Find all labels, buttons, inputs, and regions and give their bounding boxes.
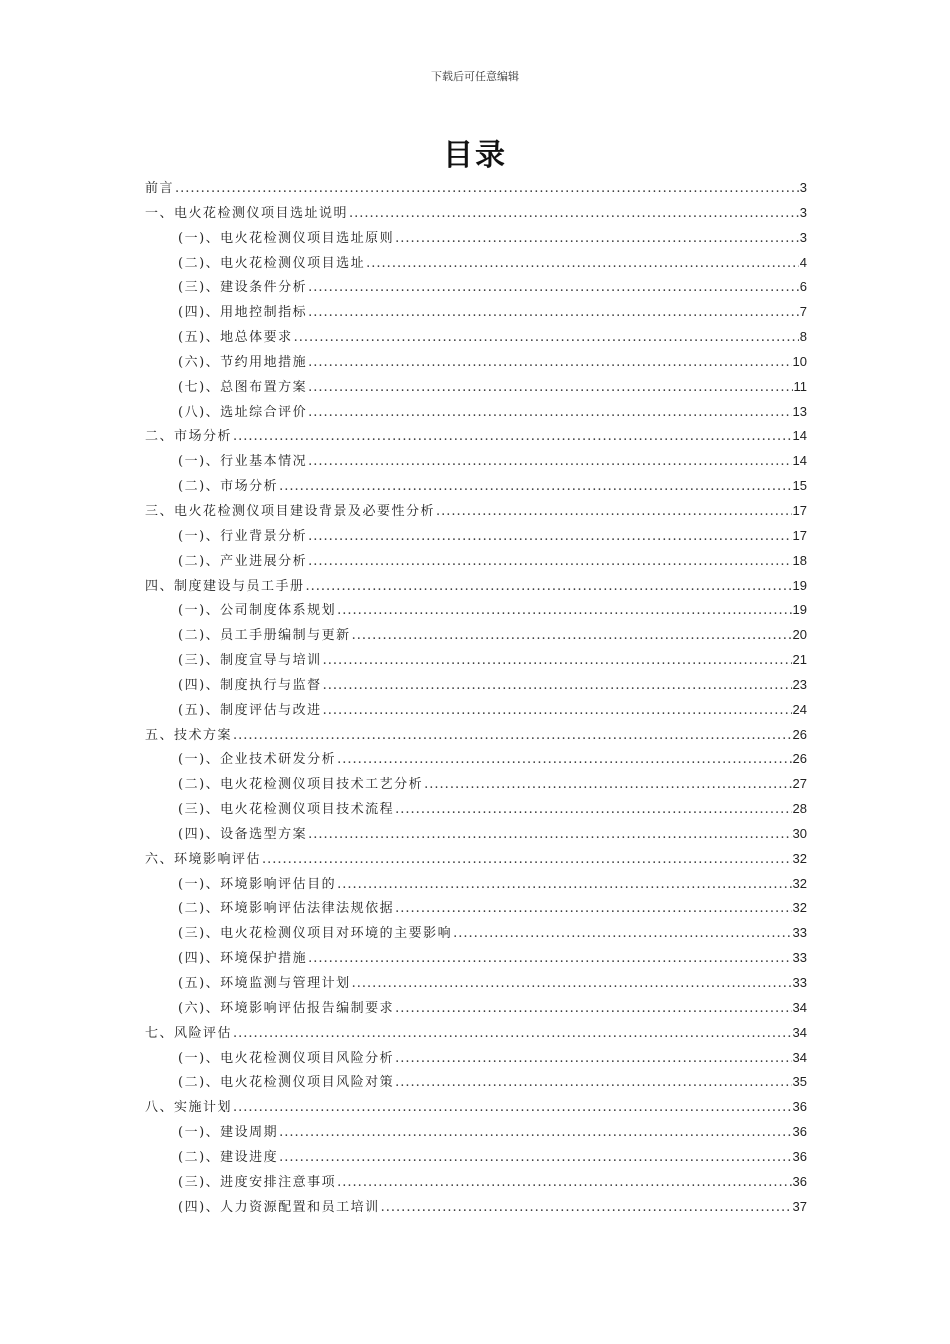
toc-entry-page-number: 34 — [792, 1024, 807, 1040]
toc-entry-page-number: 13 — [792, 403, 807, 419]
toc-dot-leader — [308, 947, 791, 972]
toc-entry[interactable] — [145, 772, 807, 797]
toc-dot-leader — [175, 177, 799, 202]
toc-entry[interactable] — [145, 623, 807, 648]
toc-dot-leader — [424, 773, 791, 798]
toc-entry[interactable] — [145, 598, 807, 623]
header-note: 下载后可任意编辑 — [431, 70, 519, 83]
toc-dot-leader — [395, 997, 791, 1022]
toc-dot-leader — [323, 674, 792, 699]
toc-entry-label: (二)、环境影响评估法律法规依据 — [178, 901, 395, 917]
toc-entry-label: (一)、电火花检测仪项目选址原则 — [178, 230, 395, 246]
toc-entry-label: (五)、制度评估与改进 — [178, 702, 322, 718]
toc-entry[interactable] — [145, 747, 807, 772]
toc-entry[interactable] — [145, 176, 807, 201]
toc-entry-label: (三)、电火花检测仪项目技术流程 — [178, 802, 395, 818]
toc-entry[interactable] — [145, 375, 807, 400]
toc-entry-page-number: 26 — [792, 751, 807, 767]
toc-entry-label: 二、市场分析 — [145, 429, 233, 445]
toc-entry-page-number: 36 — [792, 1124, 807, 1140]
toc-entry[interactable] — [145, 896, 807, 921]
toc-entry-page-number: 36 — [792, 1099, 807, 1115]
toc-dot-leader — [279, 1121, 791, 1146]
toc-dot-leader — [337, 748, 791, 773]
toc-dot-leader — [337, 1171, 791, 1196]
toc-dot-leader — [233, 425, 792, 450]
toc-entry[interactable] — [145, 1070, 807, 1095]
toc-entry-page-number: 33 — [792, 925, 807, 941]
toc-entry[interactable] — [145, 797, 807, 822]
toc-entry[interactable] — [145, 822, 807, 847]
toc-entry-page-number: 35 — [792, 1074, 807, 1090]
toc-entry-page-number: 34 — [792, 999, 807, 1015]
toc-entry-label: (二)、产业进展分析 — [178, 553, 308, 569]
toc-entry-label: (一)、企业技术研发分析 — [178, 752, 337, 768]
toc-entry-page-number: 4 — [799, 254, 807, 270]
toc-entry-page-number: 28 — [792, 801, 807, 817]
toc-entry-page-number: 32 — [792, 850, 807, 866]
toc-entry[interactable] — [145, 921, 807, 946]
toc-entry-label: (六)、节约用地措施 — [178, 354, 308, 370]
toc-dot-leader — [337, 873, 791, 898]
toc-entry-page-number: 21 — [792, 652, 807, 668]
toc-dot-leader — [395, 798, 791, 823]
toc-dot-leader — [349, 202, 799, 227]
toc-entry-page-number: 17 — [792, 502, 807, 518]
toc-entry[interactable] — [145, 946, 807, 971]
toc-entry-page-number: 10 — [792, 353, 807, 369]
toc-entry-page-number: 3 — [799, 204, 807, 220]
toc-entry[interactable] — [145, 275, 807, 300]
toc-dot-leader — [233, 1022, 792, 1047]
toc-entry-page-number: 36 — [792, 1148, 807, 1164]
toc-entry-label: (三)、电火花检测仪项目对环境的主要影响 — [178, 926, 453, 942]
toc-entry[interactable] — [145, 300, 807, 325]
toc-entry[interactable] — [145, 723, 807, 748]
toc-entry-label: (五)、地总体要求 — [178, 330, 293, 346]
toc-dot-leader — [352, 624, 792, 649]
toc-dot-leader — [233, 1096, 792, 1121]
toc-entry[interactable] — [145, 1021, 807, 1046]
toc-dot-leader — [308, 301, 799, 326]
toc-entry-page-number: 33 — [792, 950, 807, 966]
toc-entry[interactable] — [145, 1145, 807, 1170]
toc-entry-label: 七、风险评估 — [145, 1025, 233, 1041]
toc-entry[interactable] — [145, 226, 807, 251]
toc-dot-leader — [308, 376, 792, 401]
toc-entry[interactable] — [145, 574, 807, 599]
toc-dot-leader — [323, 699, 792, 724]
toc-dot-leader — [366, 252, 799, 277]
toc-entry[interactable] — [145, 1046, 807, 1071]
toc-entry-page-number: 3 — [799, 180, 807, 195]
toc-entry-label: 四、制度建设与员工手册 — [145, 578, 305, 594]
toc-entry[interactable] — [145, 524, 807, 549]
table-of-contents — [145, 176, 807, 1219]
toc-entry-label: (一)、电火花检测仪项目风险分析 — [178, 1050, 395, 1066]
toc-dot-leader — [337, 599, 791, 624]
toc-dot-leader — [308, 276, 799, 301]
toc-entry[interactable] — [145, 1170, 807, 1195]
toc-dot-leader — [395, 897, 791, 922]
toc-entry-label: (四)、设备选型方案 — [178, 826, 308, 842]
toc-entry-page-number: 26 — [792, 726, 807, 742]
toc-entry-label: 五、技术方案 — [145, 727, 233, 743]
toc-entry-page-number: 24 — [792, 701, 807, 717]
toc-entry-page-number: 14 — [792, 453, 807, 469]
toc-entry[interactable] — [145, 325, 807, 350]
toc-entry[interactable] — [145, 449, 807, 474]
toc-entry-label: (二)、电火花检测仪项目风险对策 — [178, 1075, 395, 1091]
toc-dot-leader — [453, 922, 791, 947]
toc-entry[interactable] — [145, 1120, 807, 1145]
toc-dot-leader — [308, 351, 791, 376]
toc-entry-page-number: 36 — [792, 1173, 807, 1189]
toc-dot-leader — [294, 326, 799, 351]
toc-entry-label: (二)、员工手册编制与更新 — [178, 628, 351, 644]
toc-dot-leader — [436, 500, 792, 525]
toc-entry-label: 三、电火花检测仪项目建设背景及必要性分析 — [145, 503, 436, 519]
toc-entry[interactable] — [145, 996, 807, 1021]
toc-dot-leader — [381, 1196, 792, 1221]
toc-entry-label: (二)、电火花检测仪项目选址 — [178, 255, 366, 271]
toc-entry-label: (一)、建设周期 — [178, 1125, 279, 1141]
toc-entry-page-number: 15 — [792, 478, 807, 494]
toc-entry-label: (三)、进度安排注意事项 — [178, 1174, 337, 1190]
toc-entry-label: (二)、市场分析 — [178, 479, 279, 495]
toc-entry[interactable] — [145, 847, 807, 872]
toc-entry-page-number: 37 — [792, 1198, 807, 1214]
toc-entry-label: (七)、总图布置方案 — [178, 379, 308, 395]
toc-entry[interactable] — [145, 499, 807, 524]
toc-entry[interactable] — [145, 971, 807, 996]
toc-entry-label: (一)、行业背景分析 — [178, 528, 308, 544]
toc-entry-page-number: 34 — [792, 1049, 807, 1065]
toc-entry-page-number: 3 — [799, 229, 807, 245]
toc-dot-leader — [308, 401, 791, 426]
toc-entry-page-number: 8 — [799, 329, 807, 345]
toc-entry-label: (三)、建设条件分析 — [178, 280, 308, 296]
toc-entry-page-number: 14 — [792, 428, 807, 444]
toc-dot-leader — [308, 823, 791, 848]
toc-entry-label: (四)、制度执行与监督 — [178, 677, 322, 693]
toc-entry[interactable] — [145, 698, 807, 723]
toc-dot-leader — [308, 450, 791, 475]
toc-dot-leader — [308, 550, 791, 575]
toc-dot-leader — [262, 848, 792, 873]
toc-entry[interactable] — [145, 549, 807, 574]
toc-entry-label: (五)、环境监测与管理计划 — [178, 976, 351, 991]
toc-dot-leader — [352, 972, 792, 997]
toc-entry-page-number: 19 — [792, 577, 807, 593]
toc-entry[interactable] — [145, 424, 807, 449]
toc-entry[interactable] — [145, 673, 807, 698]
toc-entry-label: 六、环境影响评估 — [145, 851, 262, 867]
toc-entry-page-number: 18 — [792, 552, 807, 568]
toc-entry-label: (一)、环境影响评估目的 — [178, 876, 337, 892]
toc-entry-label: (四)、环境保护措施 — [178, 951, 308, 967]
toc-dot-leader — [395, 227, 799, 252]
toc-dot-leader — [279, 1146, 791, 1171]
toc-entry-label: (一)、行业基本情况 — [178, 454, 308, 470]
toc-entry[interactable] — [145, 1095, 807, 1120]
toc-entry-page-number: 6 — [799, 279, 807, 295]
toc-entry-page-number: 7 — [799, 304, 807, 320]
toc-entry-page-number: 32 — [792, 875, 807, 891]
toc-entry[interactable] — [145, 1195, 807, 1220]
toc-dot-leader — [308, 525, 791, 550]
toc-entry-page-number: 33 — [792, 975, 807, 990]
toc-entry-label: 八、实施计划 — [145, 1100, 233, 1116]
toc-entry-label: 前言 — [145, 181, 175, 196]
toc-entry-page-number: 19 — [792, 602, 807, 618]
toc-dot-leader — [306, 575, 792, 600]
toc-entry-page-number: 17 — [792, 527, 807, 543]
toc-entry[interactable] — [145, 350, 807, 375]
toc-entry-label: (二)、建设进度 — [178, 1149, 279, 1165]
toc-entry-label: (四)、用地控制指标 — [178, 305, 308, 321]
toc-dot-leader — [395, 1047, 791, 1072]
toc-entry-page-number: 11 — [793, 378, 807, 394]
toc-entry-label: (一)、公司制度体系规划 — [178, 603, 337, 619]
toc-entry-label: 一、电火花检测仪项目选址说明 — [145, 205, 349, 221]
toc-entry-page-number: 30 — [792, 825, 807, 841]
toc-entry-label: (六)、环境影响评估报告编制要求 — [178, 1000, 395, 1016]
page-title: 目录 — [443, 138, 507, 173]
toc-dot-leader — [395, 1071, 791, 1096]
toc-entry-label: (三)、制度宣导与培训 — [178, 653, 322, 669]
toc-entry[interactable] — [145, 400, 807, 425]
toc-entry-page-number: 27 — [792, 776, 807, 792]
toc-entry[interactable] — [145, 648, 807, 673]
toc-entry[interactable] — [145, 201, 807, 226]
toc-dot-leader — [279, 475, 791, 500]
toc-dot-leader — [323, 649, 792, 674]
toc-entry[interactable] — [145, 474, 807, 499]
toc-entry-page-number: 32 — [792, 900, 807, 916]
toc-entry-page-number: 23 — [792, 676, 807, 692]
toc-dot-leader — [233, 724, 792, 749]
toc-entry-page-number: 20 — [792, 627, 807, 643]
toc-entry[interactable] — [145, 251, 807, 276]
toc-entry[interactable] — [145, 872, 807, 897]
toc-entry-label: (四)、人力资源配置和员工培训 — [178, 1199, 380, 1215]
toc-entry-label: (八)、选址综合评价 — [178, 404, 308, 420]
toc-entry-label: (二)、电火花检测仪项目技术工艺分析 — [178, 777, 424, 793]
